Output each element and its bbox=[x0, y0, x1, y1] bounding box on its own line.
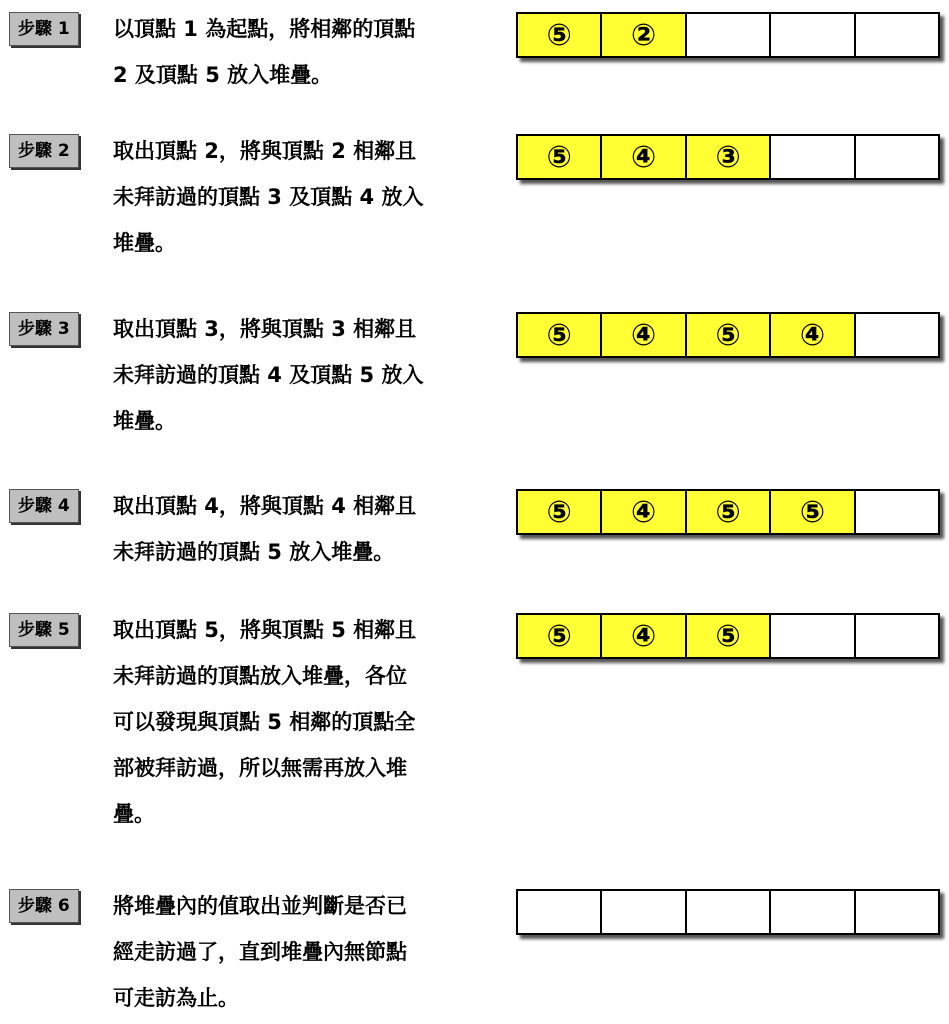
stack-cell bbox=[687, 891, 771, 933]
stack-cell bbox=[856, 14, 938, 56]
stack-cell: ② bbox=[602, 14, 686, 56]
stack-cell bbox=[771, 136, 855, 178]
step-description bbox=[113, 306, 483, 444]
stack-cell: ④ bbox=[771, 314, 855, 356]
step-description-line: 將堆疊內的值取出並判斷是否已 bbox=[113, 894, 407, 918]
stack-cell: ③ bbox=[687, 136, 771, 178]
stack-cell bbox=[771, 891, 855, 933]
step-description-line: 取出頂點 4，將與頂點 4 相鄰且 bbox=[113, 494, 417, 518]
step-description-line: 疊。 bbox=[113, 802, 155, 826]
stack-cell: ⑤ bbox=[518, 491, 602, 533]
step-description-line: 部被拜訪過，所以無需再放入堆 bbox=[113, 756, 407, 780]
stack-cell: ④ bbox=[602, 491, 686, 533]
step-description-line: 取出頂點 2，將與頂點 2 相鄰且 bbox=[113, 139, 417, 163]
step-label: 步驟 3 bbox=[9, 312, 79, 346]
stack-cell: ④ bbox=[602, 314, 686, 356]
step-description-line: 可以發現與頂點 5 相鄰的頂點全 bbox=[113, 710, 416, 734]
step-label: 步驟 6 bbox=[9, 889, 79, 923]
stack-diagram bbox=[516, 489, 940, 535]
step-description bbox=[113, 883, 483, 1021]
step-description-line: 取出頂點 5，將與頂點 5 相鄰且 bbox=[113, 618, 417, 642]
stack-cell: ⑤ bbox=[518, 615, 602, 657]
step-label: 步驟 2 bbox=[9, 134, 79, 168]
step-description bbox=[113, 6, 483, 98]
step-description-line: 未拜訪過的頂點放入堆疊，各位 bbox=[113, 664, 407, 688]
step-description-line: 未拜訪過的頂點 3 及頂點 4 放入 bbox=[113, 185, 424, 209]
stack-diagram bbox=[516, 134, 940, 180]
step-description-line: 2 及頂點 5 放入堆疊。 bbox=[113, 63, 333, 87]
stack-cell: ⑤ bbox=[771, 491, 855, 533]
step-label: 步驟 5 bbox=[9, 613, 79, 647]
stack-cell bbox=[856, 136, 938, 178]
stack-diagram bbox=[516, 312, 940, 358]
stack-diagram bbox=[516, 889, 940, 935]
step-description-line: 可走訪為止。 bbox=[113, 986, 239, 1010]
step-description-line: 取出頂點 3，將與頂點 3 相鄰且 bbox=[113, 317, 417, 341]
stack-cell bbox=[856, 615, 938, 657]
step-description-line: 堆疊。 bbox=[113, 409, 176, 433]
stack-cell: ⑤ bbox=[518, 314, 602, 356]
stack-cell: ⑤ bbox=[518, 136, 602, 178]
step-description-line: 未拜訪過的頂點 4 及頂點 5 放入 bbox=[113, 363, 424, 387]
step-description bbox=[113, 607, 483, 837]
stack-cell bbox=[518, 891, 602, 933]
step-description bbox=[113, 128, 483, 266]
stack-cell: ⑤ bbox=[687, 314, 771, 356]
step-label: 步驟 1 bbox=[9, 12, 79, 46]
stack-cell: ⑤ bbox=[518, 14, 602, 56]
stack-cell bbox=[856, 314, 938, 356]
step-description-line: 未拜訪過的頂點 5 放入堆疊。 bbox=[113, 540, 395, 564]
step-label: 步驟 4 bbox=[9, 489, 79, 523]
stack-cell: ④ bbox=[602, 615, 686, 657]
step-description-line: 堆疊。 bbox=[113, 231, 176, 255]
step-description bbox=[113, 483, 483, 575]
stack-diagram bbox=[516, 12, 940, 58]
stack-diagram bbox=[516, 613, 940, 659]
stack-cell: ④ bbox=[602, 136, 686, 178]
step-description-line: 以頂點 1 為起點，將相鄰的頂點 bbox=[113, 17, 416, 41]
stack-cell: ⑤ bbox=[687, 615, 771, 657]
stack-cell bbox=[856, 891, 938, 933]
step-description-line: 經走訪過了，直到堆疊內無節點 bbox=[113, 940, 407, 964]
stack-cell bbox=[771, 615, 855, 657]
stack-cell bbox=[856, 491, 938, 533]
stack-cell bbox=[771, 14, 855, 56]
stack-cell bbox=[602, 891, 686, 933]
stack-cell bbox=[687, 14, 771, 56]
stack-cell: ⑤ bbox=[687, 491, 771, 533]
